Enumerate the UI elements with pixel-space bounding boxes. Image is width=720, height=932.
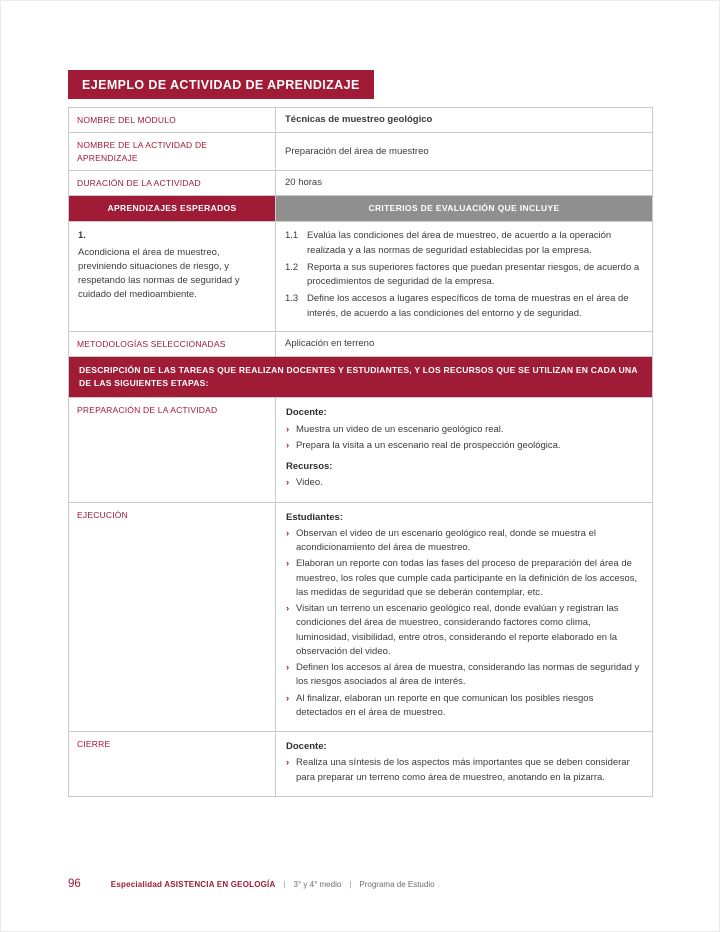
bullet-text: Video. <box>296 477 323 489</box>
bullet-text: Elaboran un reporte con todas las fases del proceso de preparación del área de muestreo, los roles que cumple cada participante en la definición de los accesos, las medidas de seguridad que se deberán contemplar, etc. <box>296 558 638 598</box>
duration-value: 20 horas <box>276 170 653 195</box>
footer-grade: 3° y 4° medio <box>293 880 342 889</box>
bullet-item <box>286 756 642 785</box>
stage-execution-content <box>276 502 653 732</box>
bullet-item <box>286 661 642 690</box>
table-header-row <box>69 196 653 222</box>
role-label: Docente: <box>286 407 327 419</box>
bullet-icon: › <box>286 527 290 539</box>
learning-number: 1. <box>78 230 86 242</box>
methodologies-label: METODOLOGÍAS SELECCIONADAS <box>69 331 276 356</box>
bullet-text: Muestra un video de un escenario geológico real. <box>296 423 504 435</box>
bullet-icon: › <box>286 477 290 489</box>
activity-title-banner: EJEMPLO DE ACTIVIDAD DE APRENDIZAJE <box>68 70 374 99</box>
closure-items-list <box>286 756 642 785</box>
activity-name-value: Preparación del área de muestreo <box>276 133 653 171</box>
table-row <box>69 502 653 732</box>
stage-closure-label: CIERRE <box>69 732 276 797</box>
preparation-items-list <box>286 423 642 454</box>
module-name-value: Técnicas de muestreo geológico <box>276 108 653 133</box>
bullet-icon: › <box>286 558 290 570</box>
resources-list <box>286 476 642 490</box>
table-row <box>69 331 653 356</box>
bullet-item <box>286 476 642 490</box>
criteria-list <box>285 227 643 326</box>
stage-closure-content <box>276 732 653 797</box>
bullet-icon: › <box>286 662 290 674</box>
bullet-item <box>286 439 642 453</box>
learning-text: Acondiciona el área de muestreo, previniendo situaciones de riesgo, y respetando las normas de seguridad y cuidado del medioambiente. <box>78 246 240 301</box>
footer-separator: | <box>349 880 352 889</box>
criterion-number: 1.3 <box>285 293 299 305</box>
criterion-text: Reporta a sus superiores factores que puedan presentar riesgos, de acuerdo a procedimientos de seguridad de la empresa. <box>307 261 640 288</box>
expected-learning-cell <box>69 222 276 332</box>
bullet-icon: › <box>286 439 290 451</box>
table-row <box>69 222 653 332</box>
criterion-number: 1.2 <box>285 261 299 273</box>
criterion-item <box>285 292 643 321</box>
role-label: Docente: <box>286 741 327 753</box>
bullet-text: Definen los accesos al área de muestra, considerando las normas de seguridad y los riesgos asociados al área de interés. <box>296 662 640 688</box>
description-banner-row <box>69 357 653 398</box>
bullet-item <box>286 557 642 600</box>
activity-name-label: NOMBRE DE LA ACTIVIDAD DE APRENDIZAJE <box>69 133 276 171</box>
criterion-item <box>285 261 643 290</box>
criterion-text: Define los accesos a lugares específicos de toma de muestras en el área de interés, de acuerdo a las condiciones del entorno y de seguridad. <box>307 293 629 319</box>
activity-table <box>68 107 653 797</box>
bullet-text: Prepara la visita a un escenario real de prospección geológica. <box>296 439 561 451</box>
bullet-item <box>286 692 642 721</box>
execution-items-list <box>286 527 642 720</box>
methodologies-value: Aplicación en terreno <box>276 331 653 356</box>
stage-preparation-label: PREPARACIÓN DE LA ACTIVIDAD <box>69 398 276 502</box>
page-number: 96 <box>68 878 81 890</box>
criteria-cell <box>276 222 653 332</box>
bullet-icon: › <box>286 757 290 769</box>
footer-separator: | <box>283 880 286 889</box>
table-row <box>69 398 653 502</box>
criterion-item <box>285 229 643 258</box>
bullet-text: Al finalizar, elaboran un reporte en que comunican los posibles riesgos detectados en el área de muestreo. <box>296 692 594 718</box>
bullet-text: Observan el video de un escenario geológico real, donde se muestra el acondicionamiento del área de muestreo. <box>296 527 596 554</box>
tasks-description-banner: DESCRIPCIÓN DE LAS TAREAS QUE REALIZAN DOCENTES Y ESTUDIANTES, Y LOS RECURSOS QUE SE UTILIZAN EN CADA UNA DE LAS SIGUIENTES ETAPAS: <box>69 357 653 398</box>
bullet-icon: › <box>286 603 290 615</box>
stage-preparation-content <box>276 398 653 502</box>
role-label: Estudiantes: <box>286 511 344 523</box>
bullet-item <box>286 423 642 437</box>
bullet-icon: › <box>286 423 290 435</box>
bullet-text: Realiza una síntesis de los aspectos más importantes que se deben considerar para preparar un terreno como área de muestreo, anotando en la pizarra. <box>296 757 630 783</box>
expected-learnings-header: APRENDIZAJES ESPERADOS <box>69 196 276 222</box>
table-row <box>69 732 653 797</box>
bullet-item <box>286 602 642 659</box>
resources-label: Recursos: <box>286 461 333 473</box>
footer-program: Programa de Estudio <box>359 880 435 889</box>
module-name-label: NOMBRE DEL MÓDULO <box>69 108 276 133</box>
bullet-text: Visitan un terreno un escenario geológico real, donde evalúan y registran las condiciones del área de muestreo, considerando factores como clima, luminosidad, visibilidad, entre otros, considerando el reporte elaborado en la observación del video. <box>296 603 619 657</box>
table-row <box>69 170 653 195</box>
page-footer <box>68 878 435 890</box>
bullet-icon: › <box>286 692 290 704</box>
table-row <box>69 108 653 133</box>
bullet-item <box>286 527 642 556</box>
footer-specialty: Especialidad ASISTENCIA EN GEOLOGÍA <box>110 880 276 889</box>
duration-label: DURACIÓN DE LA ACTIVIDAD <box>69 170 276 195</box>
criterion-text: Evalúa las condiciones del área de muestreo, de acuerdo a la operación realizada y a las normas de seguridad establecidas por la empresa. <box>307 230 612 256</box>
table-row <box>69 133 653 171</box>
stage-execution-label: EJECUCIÓN <box>69 502 276 732</box>
criterion-number: 1.1 <box>285 230 299 242</box>
evaluation-criteria-header: CRITERIOS DE EVALUACIÓN QUE INCLUYE <box>276 196 653 222</box>
